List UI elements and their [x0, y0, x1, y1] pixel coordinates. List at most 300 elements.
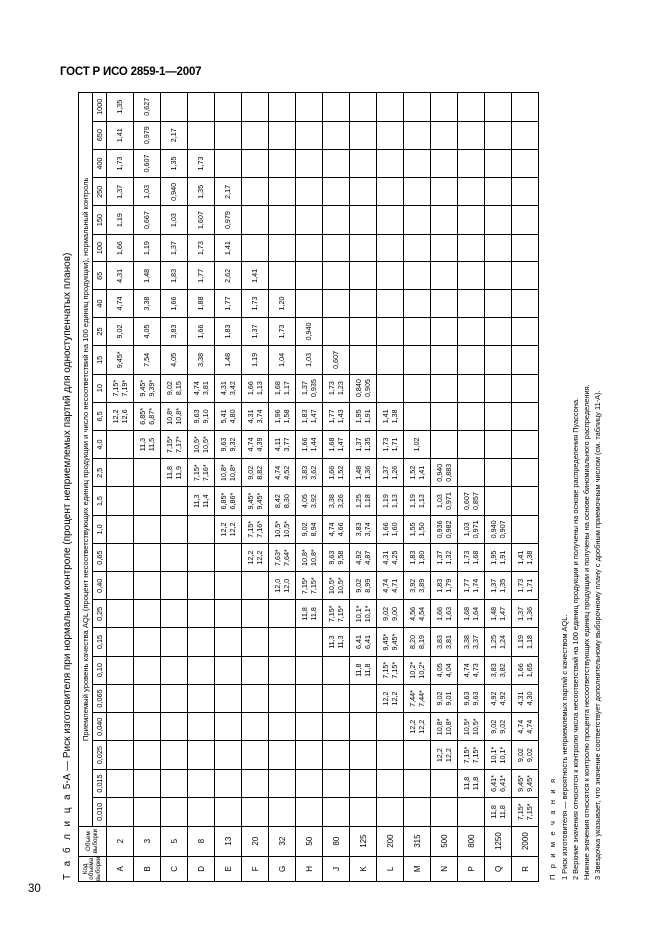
- risk-value: 4,71: [390, 578, 399, 593]
- risk-value-cell: [350, 628, 377, 656]
- risk-value-cell: [404, 600, 431, 628]
- risk-value: 1,41: [515, 550, 525, 565]
- risk-value: 7,15*: [380, 661, 390, 679]
- risk-value-cell: [485, 178, 512, 206]
- risk-value-cell: [458, 317, 485, 345]
- risk-value: 0,940: [488, 520, 498, 539]
- risk-value: 4,74: [245, 437, 255, 452]
- risk-value-cell: [107, 149, 134, 177]
- risk-value-cell: [242, 178, 269, 206]
- risk-value-cell: [431, 430, 458, 458]
- risk-value-cell: [188, 317, 215, 345]
- risk-value-cell: [485, 234, 512, 262]
- risk-value-cell: [161, 430, 188, 458]
- risk-value-cell: [296, 684, 323, 712]
- risk-value-cell: [350, 459, 377, 487]
- risk-value-cell: [269, 206, 296, 234]
- risk-value: 0,627: [142, 97, 152, 116]
- risk-value-cell: [350, 769, 377, 797]
- risk-value: 1,95: [353, 409, 363, 424]
- risk-value: 4,05: [142, 324, 152, 339]
- risk-value: 11,8: [353, 663, 363, 677]
- risk-value: 0,607: [142, 154, 152, 173]
- risk-value: 2,17: [169, 128, 179, 143]
- risk-value: 4,52: [282, 465, 291, 480]
- risk-value-cell: [134, 178, 161, 206]
- risk-value: 9,02: [380, 606, 390, 621]
- risk-value-cell: [323, 600, 350, 628]
- sample-size-cell: 125: [350, 826, 377, 856]
- risk-value-cell: [269, 121, 296, 149]
- risk-value-cell: [404, 515, 431, 543]
- risk-value-cell: [161, 572, 188, 600]
- risk-value-cell: [350, 402, 377, 430]
- risk-value: 1,60: [390, 522, 399, 537]
- risk-value-cell: [323, 459, 350, 487]
- sample-size-cell: 1250: [485, 826, 512, 856]
- aql-column-header: 0,40: [93, 572, 107, 600]
- risk-value: 12,2: [380, 691, 390, 706]
- risk-value-cell: [458, 430, 485, 458]
- risk-value-cell: [431, 769, 458, 797]
- aql-column-header: 15: [93, 346, 107, 374]
- risk-value-cell: [377, 741, 404, 769]
- risk-value: 1,83: [434, 578, 444, 593]
- risk-value-cell: [134, 572, 161, 600]
- sample-size-cell: 50: [296, 826, 323, 856]
- risk-value-cell: [296, 149, 323, 177]
- risk-value-cell: [404, 684, 431, 712]
- risk-value-cell: [215, 93, 242, 122]
- note-item-4: 3 Звездочка указывает, что значение соответствует дополнительному выборочному плану с дробным приемочным числом (см. таблицу 11-А).: [592, 390, 602, 880]
- risk-value: 0,971: [444, 492, 453, 511]
- risk-value: 0,667: [142, 211, 152, 230]
- risk-value-cell: [404, 178, 431, 206]
- risk-value-cell: [458, 346, 485, 374]
- risk-value: 9,02: [115, 324, 125, 339]
- risk-value: 1,25: [488, 635, 498, 650]
- risk-value-cell: [485, 487, 512, 515]
- risk-value-cell: [296, 93, 323, 122]
- risk-value: 7,17*: [174, 436, 183, 453]
- risk-value-cell: [242, 572, 269, 600]
- sample-size-code-cell: C: [161, 856, 188, 881]
- risk-value: 1,83: [407, 550, 417, 565]
- risk-value: 0,979: [223, 211, 233, 230]
- risk-value-cell: [431, 628, 458, 656]
- risk-value-cell: [134, 544, 161, 572]
- aql-column-header: 0,25: [93, 600, 107, 628]
- table-row: [134, 93, 161, 882]
- risk-value: 1,73: [277, 324, 287, 339]
- aql-column-header: 65: [93, 262, 107, 290]
- risk-value-cell: [269, 317, 296, 345]
- rotated-content: [62, 92, 600, 882]
- risk-value-cell: [350, 487, 377, 515]
- risk-value-cell: [485, 572, 512, 600]
- risk-value: 1,03: [142, 184, 152, 199]
- risk-value-cell: [431, 206, 458, 234]
- risk-value-cell: [296, 572, 323, 600]
- risk-value-cell: [161, 149, 188, 177]
- sample-size-code-cell: R: [512, 856, 539, 881]
- risk-value: 11,8: [309, 607, 318, 621]
- risk-value-cell: [134, 149, 161, 177]
- risk-value: 1,03: [461, 522, 471, 537]
- risk-value-cell: [296, 656, 323, 684]
- risk-value-cell: [350, 262, 377, 290]
- risk-value: 7,15*: [245, 521, 255, 538]
- risk-value-cell: [242, 459, 269, 487]
- table-row: [350, 93, 377, 882]
- risk-value-cell: [134, 430, 161, 458]
- risk-value: 9,63: [218, 437, 228, 452]
- risk-value-cell: [404, 234, 431, 262]
- risk-value-cell: [107, 459, 134, 487]
- risk-value-cell: [269, 515, 296, 543]
- risk-value: 12,2: [228, 522, 237, 537]
- risk-value: 1,66: [326, 465, 336, 480]
- risk-value: 1,13: [255, 381, 264, 396]
- risk-value: 7,64*: [282, 549, 291, 567]
- risk-value: 10,5*: [336, 577, 345, 595]
- risk-value-cell: [485, 459, 512, 487]
- risk-value: 1,37: [488, 578, 498, 593]
- risk-value: 1,20: [277, 296, 287, 311]
- risk-value-cell: [377, 459, 404, 487]
- risk-value: 3,81: [201, 381, 210, 396]
- risk-value: 9,45*: [525, 775, 534, 792]
- risk-value-cell: [323, 430, 350, 458]
- risk-value-cell: [458, 572, 485, 600]
- risk-value-cell: [269, 93, 296, 122]
- risk-value-cell: [458, 459, 485, 487]
- aql-column-header: 2,5: [93, 459, 107, 487]
- risk-value: 4,30: [525, 691, 534, 706]
- risk-value: 3,62: [309, 465, 318, 480]
- risk-value-cell: [377, 713, 404, 741]
- aql-header-row: [93, 93, 107, 882]
- notes-block: [548, 92, 604, 880]
- risk-value-cell: [188, 572, 215, 600]
- sample-size-cell: 500: [431, 826, 458, 856]
- risk-value-cell: [404, 741, 431, 769]
- risk-value-cell: [134, 684, 161, 712]
- risk-value-cell: [188, 515, 215, 543]
- risk-value-cell: [296, 374, 323, 402]
- risk-value-cell: [215, 206, 242, 234]
- risk-value: 1,73: [380, 437, 390, 452]
- risk-value: 4,05: [299, 494, 309, 509]
- risk-value: 1,607: [196, 211, 206, 230]
- risk-value: 4,31: [380, 550, 390, 565]
- risk-value: 7,44*: [407, 690, 417, 707]
- risk-value-cell: [323, 234, 350, 262]
- risk-value-cell: [350, 430, 377, 458]
- sample-size-code-cell: E: [215, 856, 242, 881]
- risk-value: 9,63: [471, 691, 480, 706]
- risk-value: 11,9: [174, 466, 183, 480]
- risk-value: 0,971: [471, 520, 480, 539]
- risk-value-cell: [404, 121, 431, 149]
- risk-value: 10,8*: [299, 549, 309, 567]
- aql-column-header: 0,015: [93, 769, 107, 797]
- risk-value-cell: [215, 346, 242, 374]
- risk-value-cell: [134, 93, 161, 122]
- note-item-2: 2 Верхние значения относятся к контролю числа несоответствий на 100 единиц продукции и получены на основе распределения Пуассона.: [570, 397, 580, 880]
- risk-value-cell: [377, 402, 404, 430]
- risk-value-cell: [107, 741, 134, 769]
- aql-column-header: 0,65: [93, 544, 107, 572]
- risk-value: 11,8: [299, 607, 309, 621]
- risk-value-cell: [512, 459, 539, 487]
- running-header: ГОСТ Р ИСО 2859-1—2007: [60, 66, 202, 78]
- risk-value: 4,56: [407, 606, 417, 621]
- risk-value: 11,3: [191, 494, 201, 508]
- risk-value: 1,19: [142, 241, 152, 256]
- risk-value: 7,15*: [390, 661, 399, 679]
- risk-value-cell: [107, 374, 134, 402]
- risk-value: 12,6: [120, 409, 129, 424]
- risk-value: 1,71: [390, 437, 399, 452]
- risk-value: 1,35: [498, 578, 507, 593]
- risk-value: 1,73: [515, 578, 525, 593]
- risk-value-cell: [431, 798, 458, 826]
- risk-value-cell: [161, 544, 188, 572]
- risk-value-cell: [485, 769, 512, 797]
- risk-value: 1,66: [434, 606, 444, 621]
- risk-value: 4,73: [471, 663, 480, 678]
- risk-value-cell: [215, 769, 242, 797]
- risk-value: 1,35: [363, 437, 372, 452]
- aql-column-header: 100: [93, 234, 107, 262]
- risk-value: 1,37: [515, 606, 525, 621]
- corner-code-header: Код объема выборки: [79, 856, 107, 881]
- aql-column-header: 1,0: [93, 515, 107, 543]
- risk-value-cell: [323, 178, 350, 206]
- risk-value-cell: [431, 741, 458, 769]
- risk-value-cell: [377, 93, 404, 122]
- risk-value: 0,607: [331, 350, 341, 369]
- risk-value: 1,41: [380, 409, 390, 424]
- risk-value-cell: [134, 459, 161, 487]
- risk-value-cell: [215, 684, 242, 712]
- risk-value-cell: [404, 206, 431, 234]
- risk-value-cell: [269, 741, 296, 769]
- risk-value: 1,83: [169, 268, 179, 283]
- risk-value-cell: [350, 544, 377, 572]
- risk-value-cell: [458, 121, 485, 149]
- risk-value-cell: [242, 430, 269, 458]
- risk-value-cell: [161, 713, 188, 741]
- risk-value-cell: [242, 741, 269, 769]
- risk-value: 8,94: [309, 522, 318, 537]
- risk-value-cell: [323, 317, 350, 345]
- risk-value-cell: [512, 600, 539, 628]
- risk-value-cell: [377, 234, 404, 262]
- risk-value-cell: [134, 741, 161, 769]
- risk-value-cell: [512, 741, 539, 769]
- risk-value: 1,37: [250, 324, 260, 339]
- risk-value-cell: [215, 741, 242, 769]
- risk-value: 11,8: [488, 805, 498, 819]
- risk-value: 10,8*: [309, 549, 318, 567]
- risk-value-cell: [161, 93, 188, 122]
- risk-value-cell: [242, 769, 269, 797]
- risk-value: 1,65: [525, 663, 534, 678]
- risk-value-cell: [485, 684, 512, 712]
- sample-size-code-cell: B: [134, 856, 161, 881]
- risk-value-cell: [215, 656, 242, 684]
- risk-value-cell: [404, 149, 431, 177]
- risk-value: 1,35: [169, 156, 179, 171]
- risk-value-cell: [350, 713, 377, 741]
- risk-value-cell: [404, 430, 431, 458]
- risk-value: 1,37: [115, 184, 125, 199]
- table-title-prefix: Т а б л и ц а: [62, 792, 73, 880]
- risk-value-cell: [350, 572, 377, 600]
- risk-value-cell: [107, 93, 134, 122]
- risk-value: 4,25: [390, 550, 399, 565]
- risk-value-cell: [296, 262, 323, 290]
- sample-size-code-cell: M: [404, 856, 431, 881]
- risk-value-cell: [431, 459, 458, 487]
- risk-value-cell: [377, 374, 404, 402]
- risk-value-cell: [188, 769, 215, 797]
- sample-size-cell: 800: [458, 826, 485, 856]
- sample-size-cell: 32: [269, 826, 296, 856]
- risk-value: 9,45*: [255, 492, 264, 510]
- risk-value: 7,19*: [120, 379, 129, 397]
- risk-value-cell: [269, 149, 296, 177]
- risk-value-cell: [323, 346, 350, 374]
- risk-value: 6,86*: [228, 492, 237, 510]
- risk-value-cell: [377, 544, 404, 572]
- risk-value-cell: [161, 741, 188, 769]
- risk-value-cell: [458, 234, 485, 262]
- risk-value-cell: [161, 121, 188, 149]
- group-header-row: [79, 93, 93, 882]
- table-title: [62, 92, 73, 880]
- risk-value: 0,940: [169, 182, 179, 201]
- risk-value-cell: [377, 430, 404, 458]
- risk-value-cell: [134, 262, 161, 290]
- risk-value-cell: [512, 684, 539, 712]
- risk-value: 6,85*: [137, 408, 147, 425]
- risk-value-cell: [161, 656, 188, 684]
- risk-value: 7,63*: [272, 549, 282, 567]
- risk-value: 1,64: [471, 606, 480, 621]
- risk-value: 11,3: [137, 437, 147, 452]
- aql-column-header: 25: [93, 317, 107, 345]
- risk-value-cell: [512, 262, 539, 290]
- risk-value: 7,16*: [255, 521, 264, 538]
- risk-value: 1,66: [515, 663, 525, 678]
- aql-column-header: 650: [93, 121, 107, 149]
- risk-value: 1,77: [461, 578, 471, 593]
- risk-value-cell: [296, 769, 323, 797]
- risk-value-cell: [296, 430, 323, 458]
- risk-value-cell: [215, 544, 242, 572]
- risk-value: 6,41: [353, 635, 363, 650]
- risk-value-cell: [188, 544, 215, 572]
- table-row: [296, 93, 323, 882]
- risk-value: 9,01: [444, 691, 453, 706]
- risk-value: 9,02: [488, 719, 498, 734]
- risk-value-cell: [323, 93, 350, 122]
- risk-value-cell: [512, 572, 539, 600]
- risk-value-cell: [242, 262, 269, 290]
- aql-column-header: 0,15: [93, 628, 107, 656]
- risk-value: 1,37: [380, 465, 390, 480]
- risk-value: 9,45*: [515, 775, 525, 792]
- risk-value-cell: [431, 374, 458, 402]
- risk-value-cell: [350, 290, 377, 318]
- risk-value: 10,8*: [444, 718, 453, 736]
- risk-value: 3,83: [169, 324, 179, 339]
- risk-value-cell: [161, 317, 188, 345]
- risk-value: 3,38: [142, 296, 152, 311]
- risk-value-cell: [485, 262, 512, 290]
- risk-value: 1,41: [250, 268, 260, 283]
- risk-value: 4,74: [461, 663, 471, 678]
- risk-value: 9,32: [228, 437, 237, 452]
- sample-size-cell: 3: [134, 826, 161, 856]
- risk-value-cell: [350, 234, 377, 262]
- risk-value: 1,47: [336, 437, 345, 452]
- risk-value-cell: [188, 374, 215, 402]
- risk-value: 3,42: [228, 381, 237, 396]
- risk-value: 1,35: [115, 99, 125, 114]
- risk-value-cell: [296, 402, 323, 430]
- risk-value: 1,88: [196, 296, 206, 311]
- risk-value-cell: [161, 684, 188, 712]
- risk-value: 8,42: [272, 494, 282, 509]
- risk-value: 0,857: [471, 492, 480, 511]
- risk-value: 3,83: [488, 663, 498, 678]
- risk-value-cell: [269, 402, 296, 430]
- risk-value-cell: [269, 430, 296, 458]
- risk-value-cell: [296, 798, 323, 826]
- sample-size-code-cell: K: [350, 856, 377, 881]
- risk-value: 1,68: [272, 381, 282, 396]
- risk-value: 9,45*: [115, 351, 125, 369]
- risk-value-cell: [215, 178, 242, 206]
- risk-value-cell: [431, 515, 458, 543]
- risk-value: 0,982: [444, 520, 453, 539]
- risk-value-cell: [323, 402, 350, 430]
- risk-value-cell: [485, 290, 512, 318]
- risk-value-cell: [296, 317, 323, 345]
- risk-value-cell: [215, 515, 242, 543]
- risk-value: 1,41: [223, 241, 233, 256]
- risk-value-cell: [296, 121, 323, 149]
- risk-value: 4,31: [218, 381, 228, 396]
- risk-value-cell: [134, 346, 161, 374]
- risk-value-cell: [134, 487, 161, 515]
- sample-size-code-cell: D: [188, 856, 215, 881]
- risk-value-cell: [215, 149, 242, 177]
- risk-value-cell: [431, 121, 458, 149]
- risk-value: 4,05: [169, 352, 179, 367]
- risk-value-cell: [350, 741, 377, 769]
- risk-value: 7,44*: [417, 690, 426, 707]
- risk-value: 3,83: [434, 635, 444, 650]
- sample-size-code-cell: A: [107, 856, 134, 881]
- risk-value-cell: [296, 741, 323, 769]
- risk-value-cell: [485, 515, 512, 543]
- risk-value: 3,37: [471, 635, 480, 650]
